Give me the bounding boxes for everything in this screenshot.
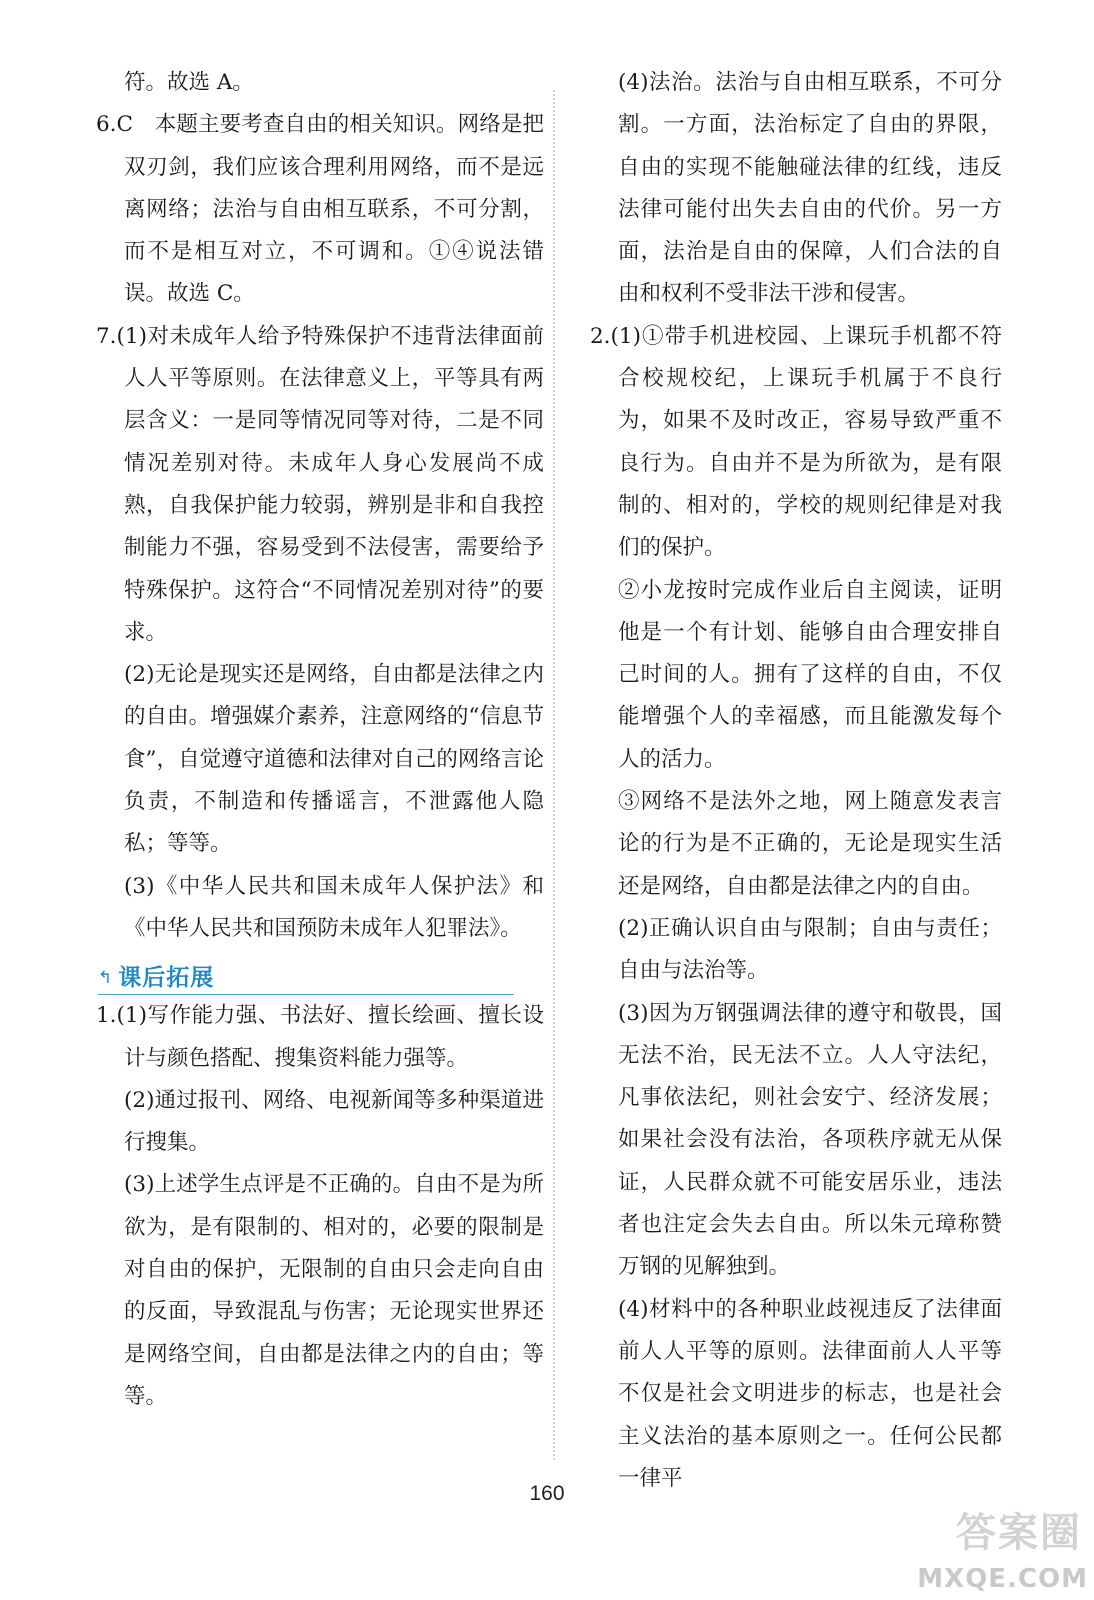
answer-paragraph: (3)上述学生点评是不正确的。自由不是为所欲为，是有限制的、相对的，必要的限制是对自由的保护，无限制的自由只会走向自由的反面，导致混乱与伤害；无论现实世界还是网络空间，自由都是法律之内的自由；等等。 — [124, 1172, 544, 1409]
answer-paragraph: 2.(1)①带手机进校园、上课玩手机都不符合校规校纪，上课玩手机属于不良行为，如果不及时改正，容易导致严重不良行为。自由并不是为所欲为，是有限制的、相对的，学校的规则纪律是对我们的保护。 — [590, 323, 1002, 561]
left-answers-bottom — [96, 995, 544, 1418]
answer-paragraph: (4)材料中的各种职业歧视违反了法律面前人人平等的原则。法律面前人人平等不仅是社会文明进步的标志，也是社会主义法治的基本原则之一。任何公民都一律平 — [618, 1296, 1002, 1491]
answer-paragraph: 7.(1)对未成年人给予特殊保护不违背法律面前人人平等原则。在法律意义上，平等具有两层含义：一是同等情况同等对待，二是不同情况差别对待。未成年人身心发展尚不成熟，自我保护能力较弱，辨别是非和自我控制能力不强，容易受到不法侵害，需要给予特殊保护。这符合“不同情况差别对待”的要求。 — [96, 323, 544, 645]
right-answers — [590, 62, 1002, 1500]
answer-paragraph: (4)法治。法治与自由相互联系，不可分割。一方面，法治标定了自由的界限，自由的实现不能触碰法律的红线，违反法律可能付出失去自由的代价。另一方面，法治是自由的保障，人们合法的自由和权利不受非法干涉和侵害。 — [618, 70, 1002, 307]
answer-paragraph: ③网络不是法外之地，网上随意发表言论的行为是不正确的，无论是现实生活还是网络，自由都是法律之内的自由。 — [618, 789, 1002, 899]
column-divider — [553, 90, 555, 1460]
page-number: 160 — [529, 1482, 565, 1505]
answer-paragraph: (3)因为万钢强调法律的遵守和敬畏，国无法不治，民无法不立。人人守法纪，凡事依法纪，则社会安宁、经济发展；如果社会没有法治，各项秩序就无从保证，人民群众就不可能安居乐业，违法者也注定会失去自由。所以朱元璋称赞万钢的见解独到。 — [618, 1000, 1002, 1280]
section-heading — [98, 950, 514, 995]
left-column — [96, 62, 544, 1418]
answer-paragraph: (3)《中华人民共和国未成年人保护法》和《中华人民共和国预防未成年人犯罪法》。 — [124, 873, 544, 941]
answer-paragraph: (2)正确认识自由与限制；自由与责任；自由与法治等。 — [618, 915, 1002, 984]
section-title: 课后拓展 — [118, 965, 215, 992]
watermark-logo: 答案圈 — [956, 1510, 1082, 1556]
answer-paragraph: (2)通过报刊、网络、电视新闻等多种渠道进行搜集。 — [124, 1087, 544, 1156]
left-answers-top — [96, 62, 544, 950]
answer-paragraph: 6.C 本题主要考查自由的相关知识。网络是把双刃剑，我们应该合理利用网络，而不是远离网络；法治与自由相互联系，不可分割，而不是相互对立，不可调和。①④说法错误。故选 C。 — [96, 112, 544, 307]
watermark — [892, 1508, 1088, 1594]
watermark-url: MXQE.COM — [917, 1564, 1088, 1594]
right-column — [590, 62, 1002, 1500]
bookmark-arrow-icon: ↰ — [98, 968, 113, 989]
answer-paragraph: 符。故选 A。 — [124, 70, 254, 95]
answer-paragraph: 1.(1)写作能力强、书法好、擅长绘画、擅长设计与颜色搭配、搜集资料能力强等。 — [96, 1003, 544, 1071]
answer-paragraph: ②小龙按时完成作业后自主阅读，证明他是一个有计划、能够自由合理安排自己时间的人。拥有了这样的自由，不仅能增强个人的幸福感，而且能激发每个人的活力。 — [618, 577, 1002, 772]
answer-paragraph: (2)无论是现实还是网络，自由都是法律之内的自由。增强媒介素养，注意网络的“信息节食”，自觉遵守道德和法律对自己的网络言论负责，不制造和传播谣言，不泄露他人隐私；等等。 — [124, 662, 544, 857]
